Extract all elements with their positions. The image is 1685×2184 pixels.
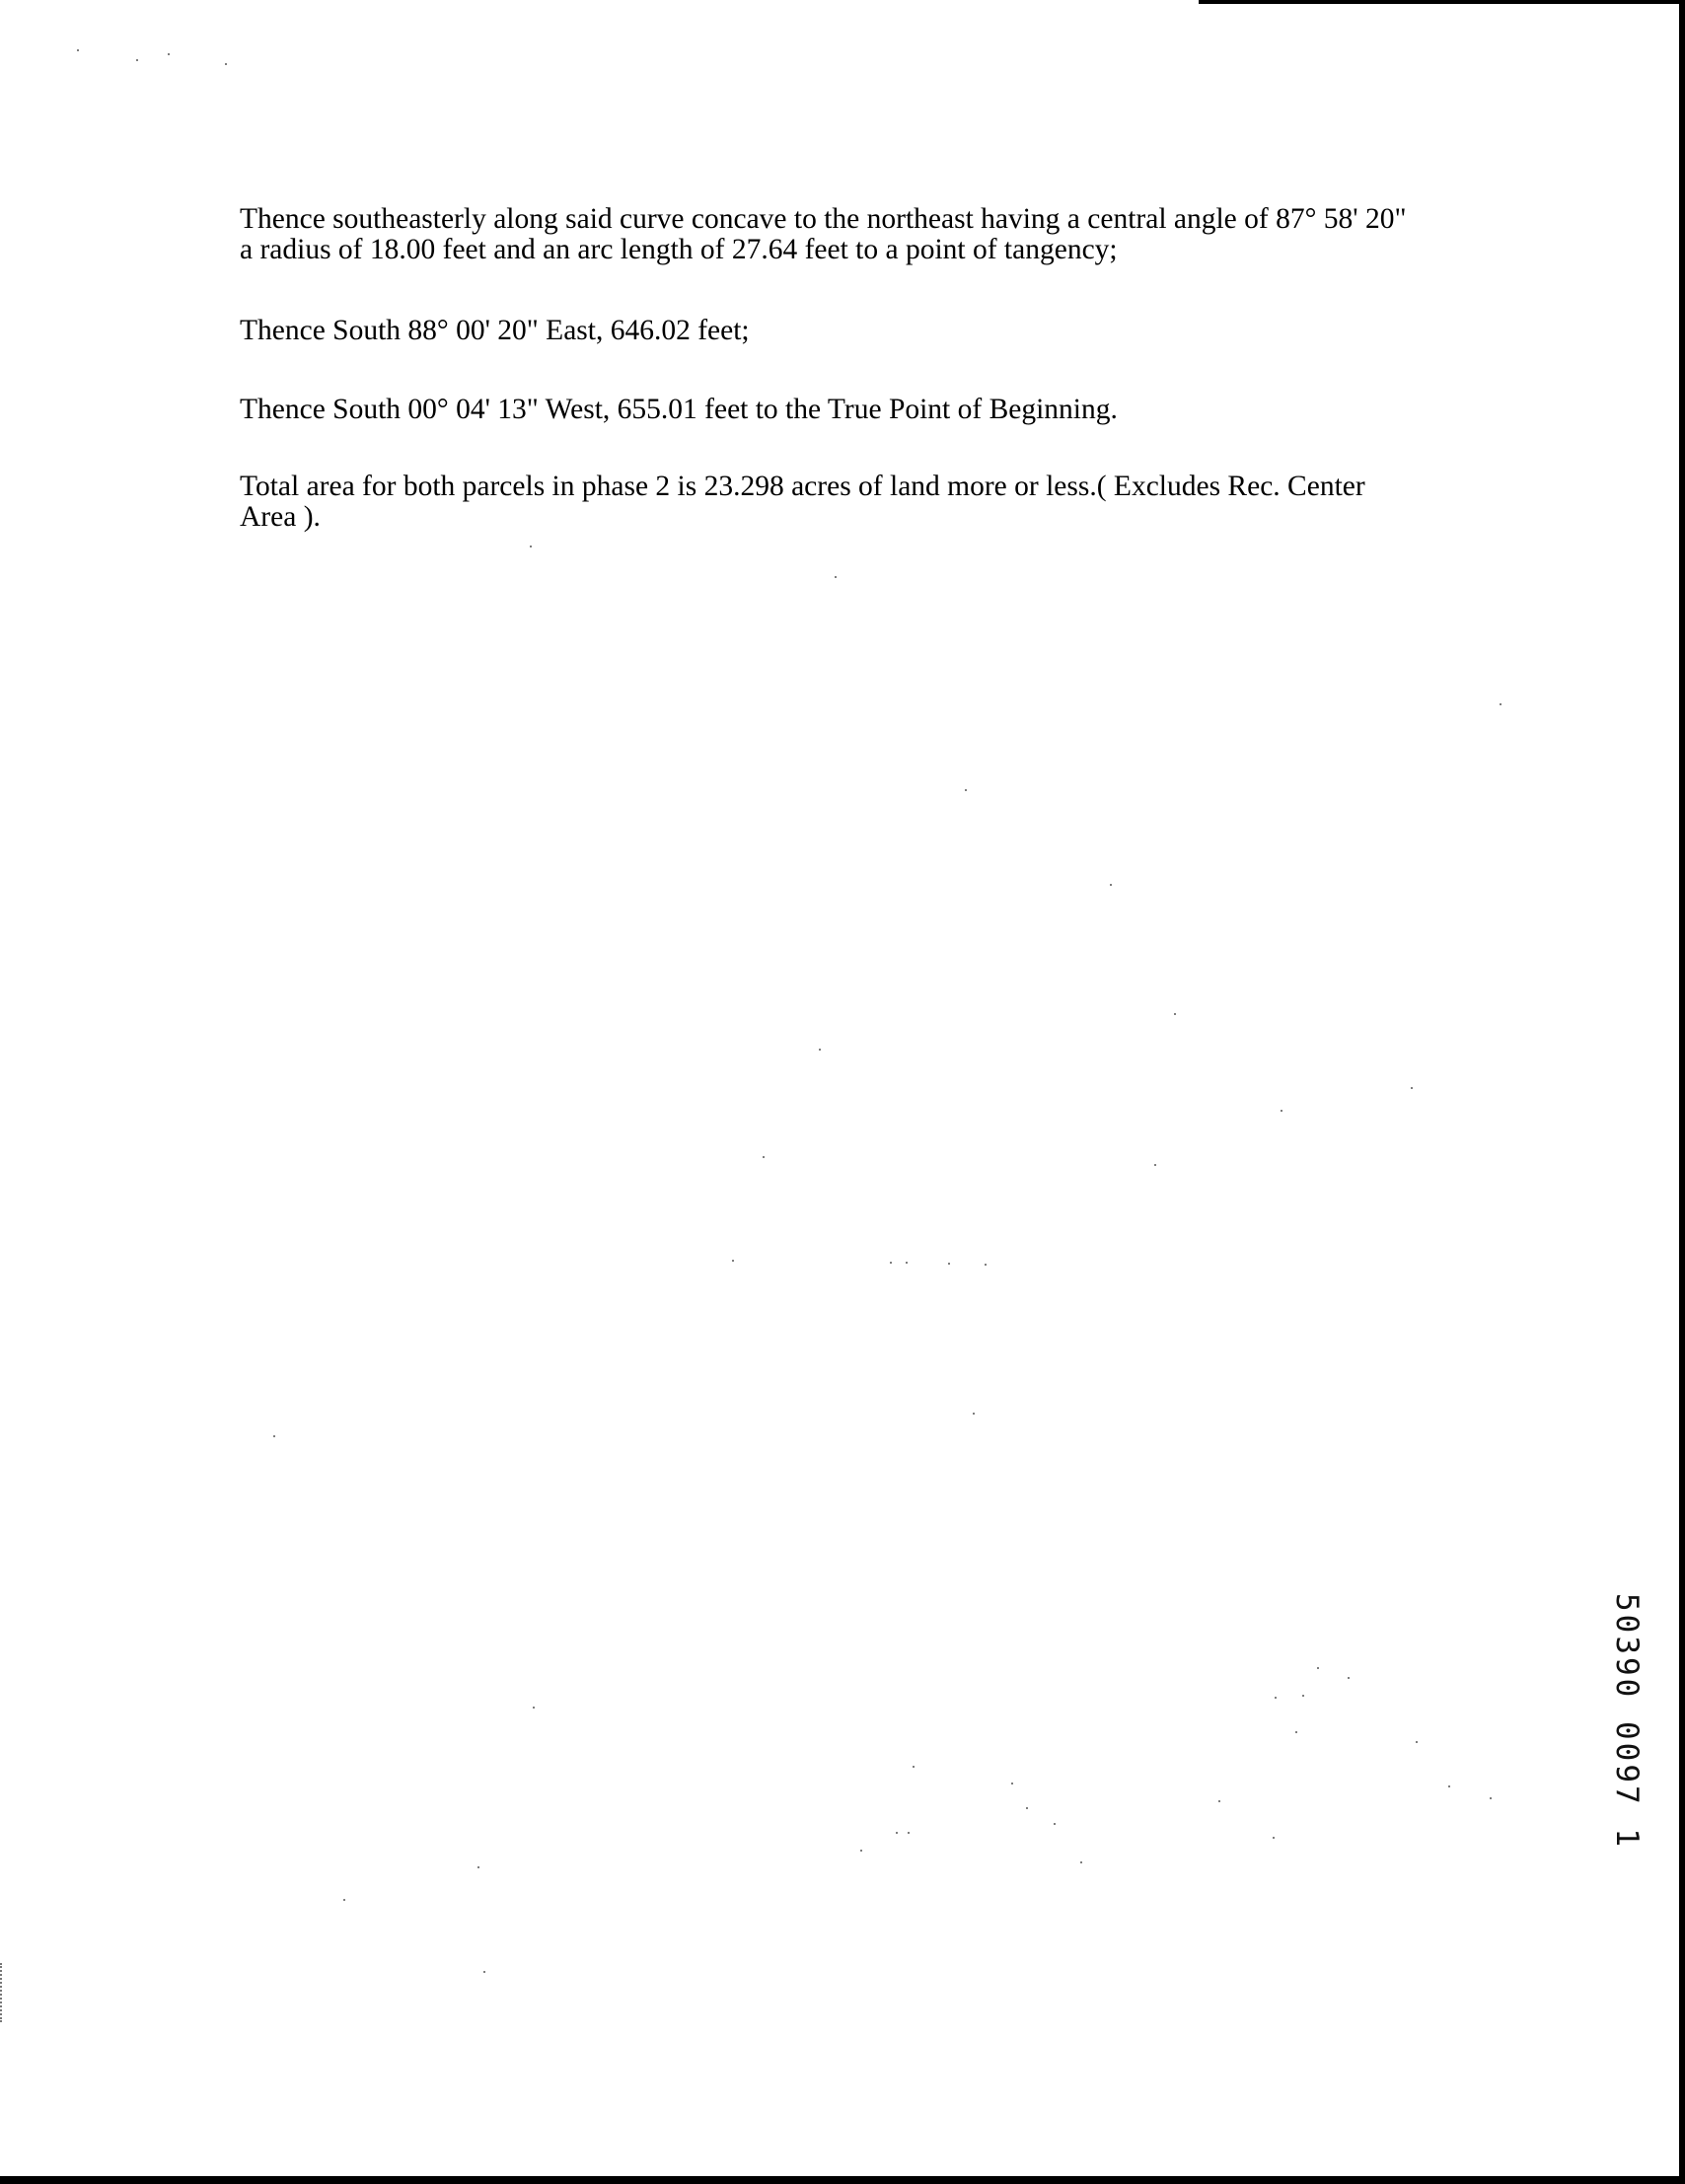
- scan-speck: [1317, 1667, 1319, 1669]
- scan-speck: [1154, 1164, 1156, 1166]
- scan-speck: [530, 546, 532, 547]
- scan-speck: [168, 53, 170, 55]
- scan-speck: [1411, 1087, 1413, 1089]
- scan-speck: [1281, 1110, 1282, 1112]
- scan-speck: [965, 789, 967, 791]
- scan-speck: [1348, 1677, 1350, 1679]
- scan-speck: [343, 1899, 345, 1901]
- curve-call-line-2: a radius of 18.00 feet and an arc length of 27.64 feet to a point of tangency;: [240, 234, 1118, 265]
- scan-speck: [1218, 1800, 1220, 1802]
- bates-number: 50390 0097 1: [1609, 1593, 1645, 1850]
- scan-speck: [1295, 1731, 1297, 1733]
- scan-border-right: [1679, 0, 1685, 2184]
- scan-speck: [483, 1971, 485, 1973]
- scan-speck: [1110, 884, 1112, 886]
- bates-number-stamp: [1598, 1593, 1655, 1850]
- scan-border-top: [1199, 0, 1685, 4]
- curve-call-paragraph: [240, 204, 1512, 265]
- scan-speck: [77, 49, 79, 51]
- south-west-call-paragraph: [240, 395, 1512, 425]
- scan-speck: [1011, 1783, 1013, 1784]
- scan-speck: [1490, 1797, 1492, 1799]
- south-east-call-line-1: Thence South 88° 00' 20" East, 646.02 feet;: [240, 315, 750, 346]
- curve-call-line-1: Thence southeasterly along said curve concave to the northeast having a central angle of 87° 58' 20": [240, 203, 1407, 235]
- scan-speck: [1500, 703, 1502, 705]
- scan-speck: [1302, 1695, 1304, 1697]
- scan-speck: [1174, 1013, 1176, 1015]
- scan-speck: [477, 1866, 479, 1868]
- scan-speck: [1054, 1823, 1056, 1825]
- scan-speck: [1026, 1807, 1028, 1809]
- scan-speck: [890, 1262, 892, 1264]
- scan-speck: [948, 1263, 950, 1265]
- scan-speck: [732, 1260, 734, 1262]
- scan-speck: [763, 1156, 765, 1158]
- scan-speck: [913, 1766, 915, 1768]
- scan-speck: [273, 1435, 275, 1437]
- scan-speck: [1273, 1837, 1275, 1839]
- scan-speck: [896, 1832, 898, 1834]
- scan-border-bottom: [0, 2176, 1685, 2184]
- scan-speck: [136, 59, 138, 61]
- south-east-call-paragraph: [240, 316, 1512, 346]
- south-west-call-line-1: Thence South 00° 04' 13" West, 655.01 feet to the True Point of Beginning.: [240, 394, 1118, 425]
- total-area-line-2: Area ).: [240, 501, 321, 533]
- total-area-line-1: Total area for both parcels in phase 2 is 23.298 acres of land more or less.( Excludes Rec. Center: [240, 471, 1365, 502]
- scan-speck: [860, 1850, 862, 1852]
- scan-speck: [1080, 1861, 1082, 1863]
- scan-speck: [835, 576, 837, 578]
- total-area-paragraph: [240, 472, 1512, 533]
- scan-speck: [1416, 1741, 1418, 1743]
- scan-speck: [973, 1413, 975, 1415]
- scan-speck: [225, 63, 227, 65]
- scan-speck: [908, 1832, 910, 1834]
- scan-border-left: [0, 1963, 4, 2022]
- scan-speck: [1448, 1785, 1450, 1787]
- scan-speck: [906, 1262, 908, 1264]
- scan-speck: [985, 1264, 987, 1266]
- scan-speck: [819, 1049, 821, 1051]
- scan-speck: [533, 1707, 535, 1709]
- scan-speck: [1275, 1697, 1277, 1699]
